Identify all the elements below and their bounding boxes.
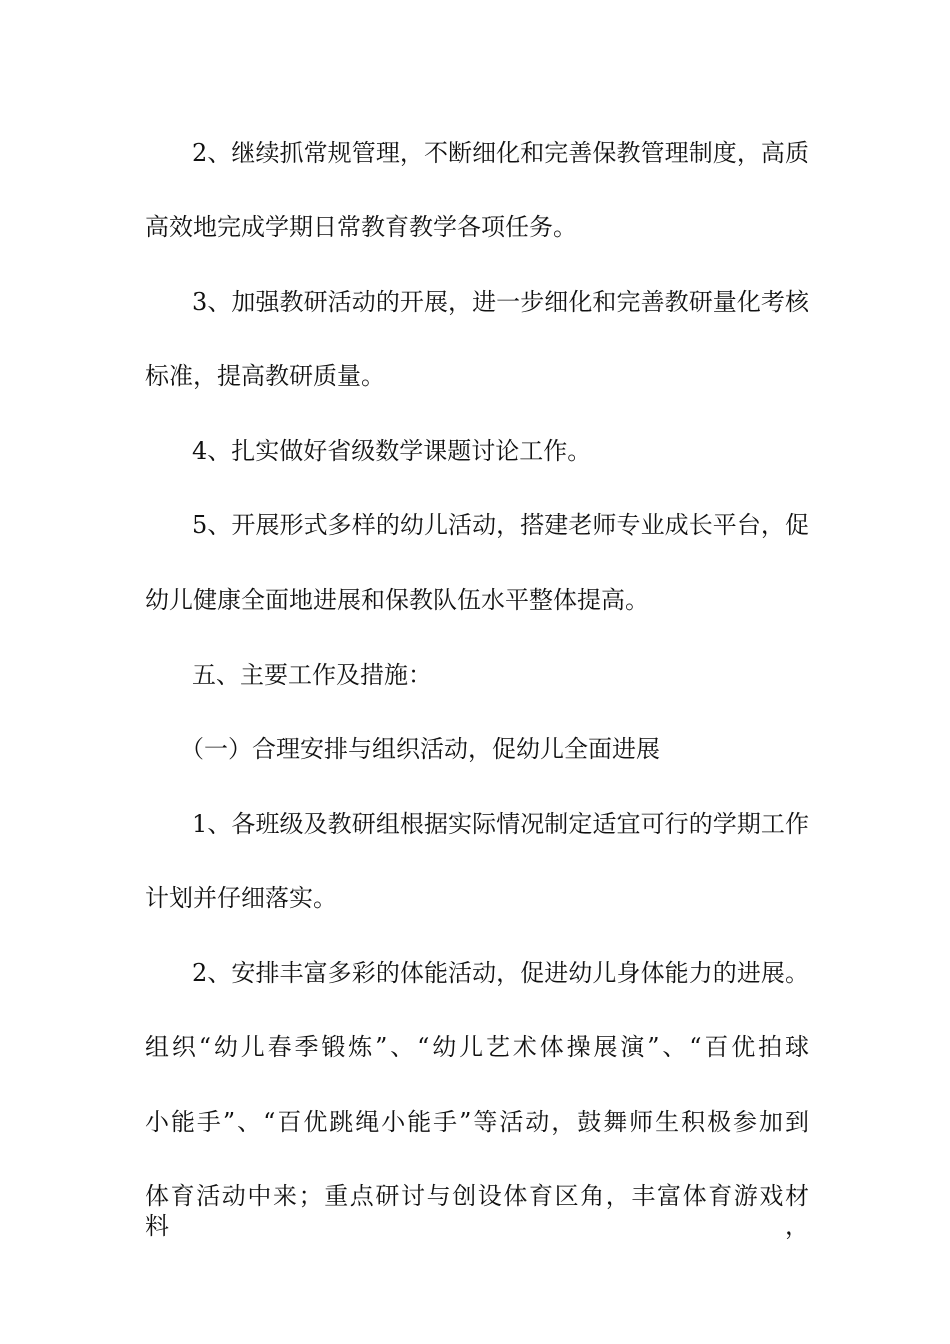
paragraph-line: 小能手”、“百优跳绳小能手”等活动，鼓舞师生积极参加到 — [145, 1108, 809, 1136]
paragraph-line: 2、继续抓常规管理，不断细化和完善保教管理制度，高质 — [192, 139, 809, 167]
paragraph-line: 体育活动中来；重点研讨与创设体育区角，丰富体育游戏材料， — [145, 1182, 809, 1240]
paragraph-line: 1、各班级及教研组根据实际情况制定适宜可行的学期工作 — [192, 810, 809, 838]
paragraph-line: 幼儿健康全面地进展和保教队伍水平整体提高。 — [145, 586, 649, 614]
paragraph-line: 2、安排丰富多彩的体能活动，促进幼儿身体能力的进展。 — [192, 959, 809, 987]
subsection-heading: （一）合理安排与组织活动，促幼儿全面进展 — [180, 735, 660, 763]
section-heading: 五、主要工作及措施： — [192, 661, 432, 689]
paragraph-line: 4、扎实做好省级数学课题讨论工作。 — [192, 437, 592, 465]
paragraph-line: 标准，提高教研质量。 — [145, 362, 385, 390]
paragraph-line: 计划并仔细落实。 — [145, 884, 337, 912]
paragraph-line: 高效地完成学期日常教育教学各项任务。 — [145, 213, 577, 241]
paragraph-line: 5、开展形式多样的幼儿活动，搭建老师专业成长平台，促 — [192, 511, 809, 539]
paragraph-line: 组织“幼儿春季锻炼”、“幼儿艺术体操展演”、“百优拍球 — [145, 1033, 809, 1061]
paragraph-line: 3、加强教研活动的开展，进一步细化和完善教研量化考核 — [192, 288, 809, 316]
